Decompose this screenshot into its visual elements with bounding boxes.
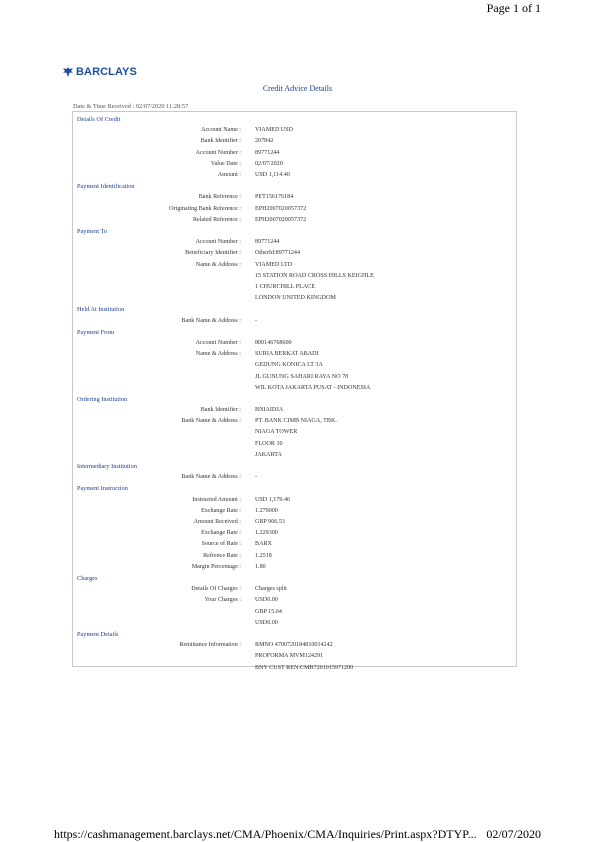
detail-row xyxy=(72,159,516,170)
field-label: Details Of Charges : xyxy=(191,586,241,593)
field-value: 89771244 xyxy=(255,239,280,246)
field-separator xyxy=(241,562,253,573)
details-list xyxy=(72,114,516,674)
field-value: VIAMED USD xyxy=(255,127,294,134)
field-label: Amount Received : xyxy=(193,519,241,525)
field-label: Your Charges : xyxy=(204,597,241,604)
detail-row xyxy=(72,204,516,215)
field-label: Exchange Rate : xyxy=(201,530,241,537)
field-separator xyxy=(241,237,253,248)
received-timestamp: Date & Time Received : 02/07/2020 11:28:57 xyxy=(73,103,189,110)
field-values xyxy=(253,159,283,170)
detail-row xyxy=(72,472,516,483)
logo-text: BARCLAYS xyxy=(76,66,137,78)
field-label: Bank Identifier : xyxy=(200,407,241,414)
field-value: 1 CHURCHILL PLACE xyxy=(255,283,316,290)
detail-row xyxy=(72,640,516,674)
field-values xyxy=(253,248,300,259)
detail-row xyxy=(72,192,516,203)
field-value: PROFORMA MVM124291 xyxy=(255,653,324,660)
detail-row xyxy=(72,551,516,562)
field-separator xyxy=(241,551,253,562)
field-values xyxy=(253,215,306,226)
field-value: RMNO 4700720184810014242 xyxy=(255,642,333,649)
field-values xyxy=(253,539,272,550)
section-heading: Details Of Credit xyxy=(77,116,121,123)
field-separator xyxy=(241,148,253,159)
field-label: Value Date : xyxy=(210,160,241,167)
field-values xyxy=(253,640,353,674)
detail-row xyxy=(72,595,516,629)
field-label: Name & Address : xyxy=(195,351,241,358)
field-value: VIAMED LTD xyxy=(255,261,293,268)
field-value: 1.229300 xyxy=(255,530,278,537)
detail-row xyxy=(72,405,516,416)
section-heading: Payment Instruction xyxy=(77,485,128,493)
detail-row xyxy=(72,125,516,136)
field-separator xyxy=(241,316,253,327)
detail-row xyxy=(72,148,516,159)
field-separator xyxy=(241,528,253,539)
field-label: Bank Name & Address : xyxy=(181,317,241,324)
field-values xyxy=(253,170,290,181)
field-separator xyxy=(241,405,253,416)
detail-row xyxy=(72,562,516,573)
field-value: EPH2007020057372 xyxy=(255,216,307,223)
detail-row xyxy=(72,416,516,461)
eagle-icon xyxy=(62,66,74,78)
field-separator xyxy=(241,584,253,595)
field-label: Margin Percentage : xyxy=(191,563,241,570)
field-values xyxy=(253,125,293,136)
field-value: USD0.00 xyxy=(255,619,278,626)
field-separator xyxy=(241,215,253,226)
field-value: BNIAIDJA xyxy=(255,407,284,414)
field-separator xyxy=(241,640,253,674)
field-values xyxy=(253,551,272,562)
field-separator xyxy=(241,517,253,528)
field-value: 1.2518 xyxy=(255,552,272,559)
field-value: NIAGA TOWER xyxy=(255,429,298,436)
page-number: Page 1 of 1 xyxy=(486,1,541,15)
field-value: PET156176184 xyxy=(255,194,294,201)
field-value: BNY CUST REN:CMB7201015971200 xyxy=(255,664,354,671)
detail-row xyxy=(72,215,516,226)
field-value: USD 1,179.46 xyxy=(255,496,291,503)
field-label: Bank Name & Address : xyxy=(181,418,241,425)
field-label: Account Name : xyxy=(201,127,241,134)
field-label: Refrence Rate : xyxy=(203,552,241,559)
barclays-logo xyxy=(62,66,137,78)
field-separator xyxy=(241,125,253,136)
field-label: Account Number : xyxy=(195,239,241,246)
detail-row xyxy=(72,316,516,327)
field-value: 1.279000 xyxy=(255,507,278,514)
field-value: - xyxy=(255,317,258,324)
field-separator xyxy=(241,495,253,506)
field-separator xyxy=(241,539,253,550)
field-values xyxy=(253,495,290,506)
section-heading: Payment Identification xyxy=(77,183,135,191)
field-values xyxy=(253,528,278,539)
field-values xyxy=(253,204,306,215)
field-value: BARX xyxy=(255,541,272,548)
field-value: 15 STATION ROAD CROSS HILLS KEIGHLE xyxy=(255,272,374,279)
field-values xyxy=(253,148,279,159)
detail-row xyxy=(72,528,516,539)
field-separator xyxy=(241,136,253,147)
footer-url: https://cashmanagement.barclays.net/CMA/Phoenix/CMA/Inquiries/Print.aspx?DTYP... xyxy=(54,827,477,841)
field-label: Name & Address : xyxy=(195,261,241,268)
field-label: Amount : xyxy=(217,172,241,178)
field-values xyxy=(253,260,374,305)
field-label: Bank Identifier : xyxy=(200,138,241,145)
field-values xyxy=(253,584,287,595)
field-separator xyxy=(241,349,253,394)
field-label: Related Reference : xyxy=(192,216,241,223)
field-value: 800146768600 xyxy=(255,339,292,346)
field-separator xyxy=(241,338,253,349)
field-value: SURIA BERKAT ABADI xyxy=(255,351,319,358)
field-value: 89771244 xyxy=(255,149,280,156)
field-value: GEDUNG KONICA LT 3A xyxy=(255,362,323,369)
field-values xyxy=(253,316,257,327)
field-label: Instructed Amount : xyxy=(192,496,241,503)
field-label: Exchange Rate : xyxy=(201,507,241,514)
field-label: Account Number : xyxy=(195,339,241,346)
detail-row xyxy=(72,237,516,248)
section-heading: Payment Details xyxy=(77,630,119,638)
field-values xyxy=(253,136,273,147)
field-separator xyxy=(241,192,253,203)
detail-row xyxy=(72,338,516,349)
footer-date: 02/07/2020 xyxy=(486,827,541,841)
field-values xyxy=(253,338,292,349)
field-values xyxy=(253,472,257,483)
field-separator xyxy=(241,472,253,483)
detail-row xyxy=(72,506,516,517)
field-value: 1.80 xyxy=(255,563,266,570)
field-label: Account Number : xyxy=(195,149,241,156)
field-separator xyxy=(241,248,253,259)
field-separator xyxy=(241,595,253,629)
field-value: Charges split xyxy=(255,586,287,593)
field-label: Source of Rate : xyxy=(201,541,241,548)
detail-row xyxy=(72,349,516,394)
field-value: USD 1,114.40 xyxy=(255,172,290,178)
section-heading: Intermediary Institution xyxy=(77,463,137,471)
field-value: EPH2007020057372 xyxy=(255,205,307,212)
section-heading: Payment From xyxy=(77,328,115,336)
field-separator xyxy=(241,506,253,517)
field-value: JAKARTA xyxy=(255,451,282,458)
section-heading: Charges xyxy=(77,575,98,583)
detail-row xyxy=(72,248,516,259)
section-heading: Ordering Institution xyxy=(77,395,128,403)
field-value: 207842 xyxy=(255,138,274,145)
field-label: Originating Bank Reference : xyxy=(169,205,241,212)
field-separator xyxy=(241,260,253,305)
detail-row xyxy=(72,539,516,550)
field-values xyxy=(253,595,282,629)
field-separator xyxy=(241,416,253,461)
field-values xyxy=(253,506,278,517)
detail-row xyxy=(72,495,516,506)
detail-row xyxy=(72,517,516,528)
field-value: - xyxy=(255,474,258,481)
field-separator xyxy=(241,170,253,181)
field-values xyxy=(253,517,285,528)
field-value: WIL KOTA JAKARTA PUSAT - INDONESIA xyxy=(255,384,371,391)
field-values xyxy=(253,405,283,416)
field-values xyxy=(253,562,266,573)
field-label: Bank Name & Address : xyxy=(181,474,241,481)
document-title: Credit Advice Details xyxy=(262,84,333,93)
field-value: GBP 906.53 xyxy=(255,519,285,525)
field-value: USD0.00 xyxy=(255,597,278,604)
section-heading: Payment To xyxy=(77,228,108,235)
field-label: Remittance Information : xyxy=(179,642,241,649)
detail-row xyxy=(72,584,516,595)
field-values xyxy=(253,237,279,248)
field-value: OtherId:89771244 xyxy=(255,250,301,257)
field-value: FLOOR 10 xyxy=(255,440,283,447)
field-value: 02/07/2020 xyxy=(255,160,283,167)
field-separator xyxy=(241,204,253,215)
detail-row xyxy=(72,136,516,147)
field-values xyxy=(253,349,370,394)
field-value: JL GUNUNG SAHARI RAYA NO 78 xyxy=(255,373,349,380)
detail-row xyxy=(72,170,516,181)
field-value: GBP 15.64 xyxy=(255,608,282,615)
field-values xyxy=(253,192,293,203)
field-values xyxy=(253,416,337,461)
field-separator xyxy=(241,159,253,170)
section-heading: Held At Institution xyxy=(77,306,125,314)
detail-row xyxy=(72,260,516,305)
field-label: Beneficiary Identifier : xyxy=(185,250,241,257)
field-value: PT. BANK CIMB NIAGA, TBK. xyxy=(255,418,337,425)
field-value: LONDON UNITED KINGDOM xyxy=(255,295,336,302)
field-label: Bank Reference : xyxy=(198,194,241,201)
